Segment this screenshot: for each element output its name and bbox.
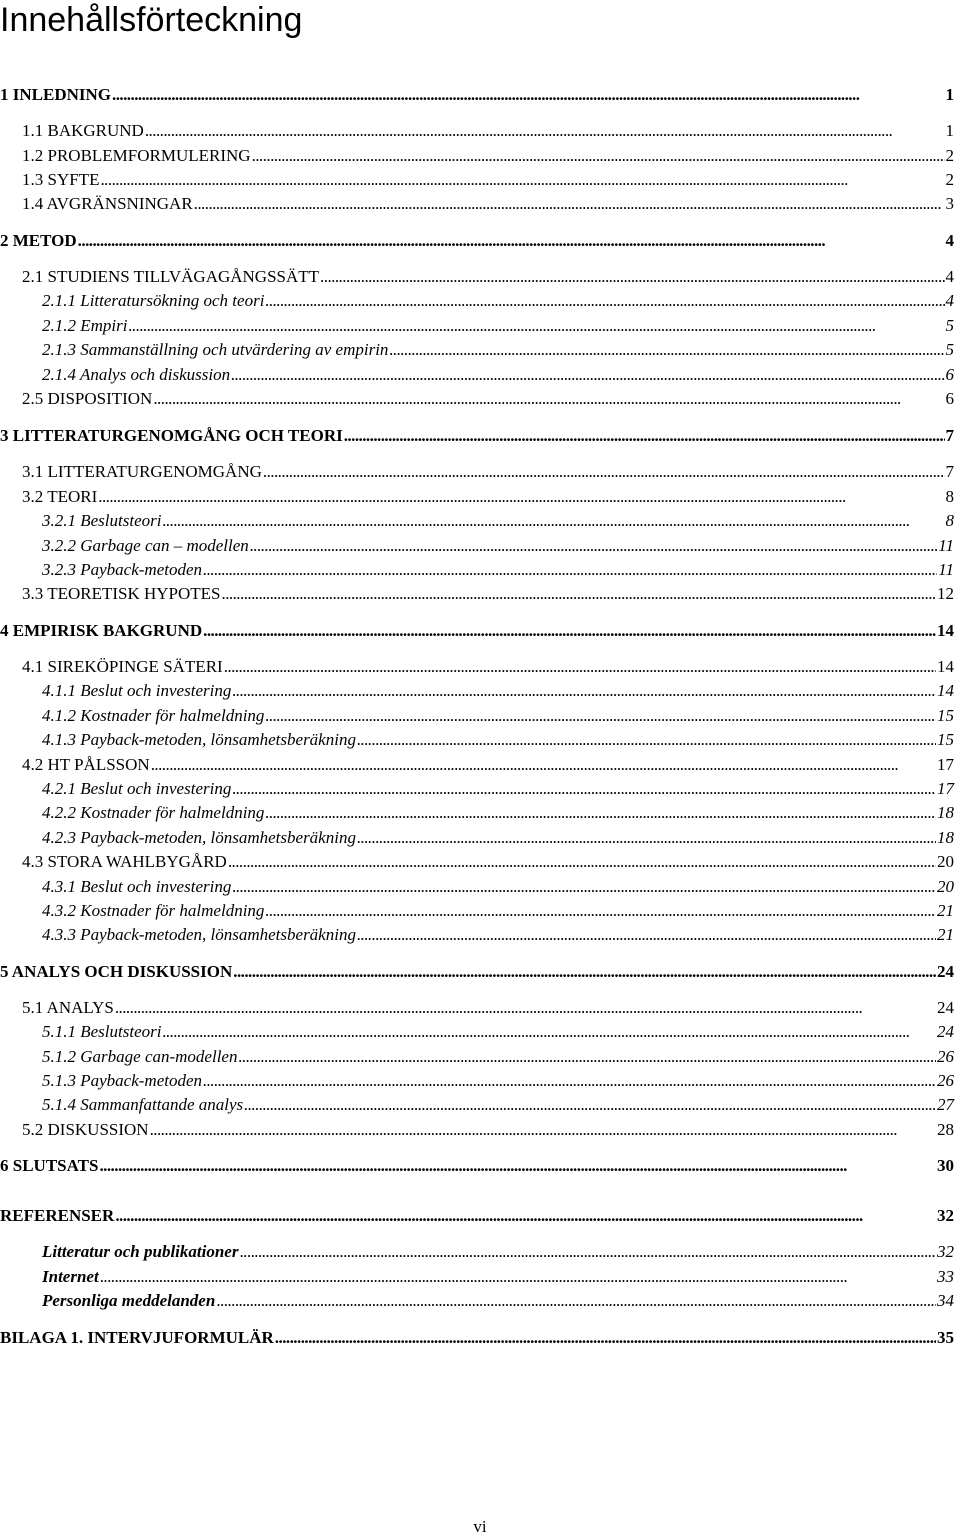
toc-page: 18 (937, 803, 954, 822)
toc-leader (115, 997, 936, 1019)
toc-page: 4 (945, 267, 954, 286)
toc-label: 1.2 PROBLEMFORMULERING (22, 146, 251, 165)
toc-page: 15 (937, 730, 954, 749)
toc-leader (216, 1290, 936, 1312)
toc-label: 2.1 STUDIENS TILLVÄGAGÅNGSSÄTT (22, 267, 320, 286)
toc-page: 11 (938, 536, 954, 555)
toc-entry-3-1[interactable] (22, 461, 954, 483)
toc-leader (233, 961, 936, 983)
toc-page: 21 (937, 901, 954, 920)
toc-page: 11 (938, 560, 954, 579)
toc-label: 4.2.3 Payback-metoden, lönsamhetsberäkning (42, 828, 356, 847)
toc-page: 4 (945, 231, 954, 250)
toc-page: 14 (937, 681, 954, 700)
toc-label: 4.3 STORA WAHLBYGÅRD (22, 852, 227, 871)
toc-entry-3-2-3[interactable] (42, 559, 954, 581)
toc-label: 5.1.1 Beslutsteori (42, 1022, 162, 1041)
toc-leader (128, 315, 944, 337)
toc-entry-4-1[interactable] (22, 656, 954, 678)
toc-label: 4.1 SIREKÖPINGE SÄTERI (22, 657, 223, 676)
toc-page: 21 (937, 925, 954, 944)
toc-leader (263, 461, 945, 483)
toc-label: 5.2 DISKUSSION (22, 1120, 149, 1139)
toc-label: 3.2 TEORI (22, 487, 98, 506)
toc-page: 17 (937, 755, 954, 774)
toc-leader (344, 425, 945, 447)
toc-page: 1 (945, 85, 954, 104)
toc-leader (265, 802, 936, 824)
toc-page: 28 (937, 1120, 954, 1139)
toc-label: 3.2.1 Beslutsteori (42, 511, 162, 530)
toc-page: 2 (945, 146, 954, 165)
toc-label: 5.1.2 Garbage can-modellen (42, 1047, 238, 1066)
toc-label: REFERENSER (0, 1206, 115, 1225)
toc-label: BILAGA 1. INTERVJUFORMULÄR (0, 1328, 274, 1347)
toc-entry-2-5[interactable] (22, 388, 954, 410)
toc-label: 2.1.1 Litteratursökning och teori (42, 291, 265, 310)
toc-entry-personliga[interactable] (42, 1290, 954, 1312)
toc-leader (162, 510, 944, 532)
toc-label: 1.1 BAKGRUND (22, 121, 144, 140)
toc-leader (232, 680, 936, 702)
toc-leader (203, 559, 937, 581)
toc-label: 3.2.2 Garbage can – modellen (42, 536, 249, 555)
toc-leader (232, 876, 936, 898)
toc-label: 4.2.2 Kostnader för halmeldning (42, 803, 265, 822)
toc-page: 4 (945, 291, 954, 310)
toc-entry-4-1-1[interactable] (42, 680, 954, 702)
toc-leader (250, 535, 937, 557)
toc-entry-1-2[interactable] (22, 145, 954, 167)
toc-page: 12 (937, 584, 954, 603)
toc-page: 17 (937, 779, 954, 798)
toc-label: 5.1.4 Sammanfattande analys (42, 1095, 244, 1114)
toc-page: 1 (945, 121, 954, 140)
toc-page: 8 (945, 511, 954, 530)
toc-entry-1-4[interactable] (22, 193, 954, 215)
toc-page: 3 (945, 194, 954, 213)
toc-leader (98, 486, 944, 508)
toc-entry-chapter-5[interactable] (0, 961, 954, 983)
toc-leader (357, 827, 936, 849)
toc-label: 6 SLUTSATS (0, 1156, 99, 1175)
toc-page: 27 (937, 1095, 954, 1114)
toc-label: 3.2.3 Payback-metoden (42, 560, 203, 579)
toc-page: 24 (937, 962, 954, 981)
toc-leader (151, 754, 936, 776)
toc-label: 4.1.1 Beslut och investering (42, 681, 232, 700)
toc-label: 2 METOD (0, 231, 77, 250)
toc-entry-4-2[interactable] (22, 754, 954, 776)
toc-entry-bilaga-1[interactable] (0, 1327, 954, 1349)
toc-entry-referenser[interactable] (0, 1205, 954, 1227)
toc-leader (265, 900, 936, 922)
toc-leader (320, 266, 944, 288)
toc-leader (389, 339, 944, 361)
toc-entry-4-2-2[interactable] (42, 802, 954, 824)
toc-entry-2-1-2[interactable] (42, 315, 954, 337)
toc-label: 4 EMPIRISK BAKGRUND (0, 621, 203, 640)
toc-page: 35 (937, 1328, 954, 1347)
toc-page: 20 (937, 852, 954, 871)
toc-entry-3-2-1[interactable] (42, 510, 954, 532)
toc-label: 5.1.3 Payback-metoden (42, 1071, 203, 1090)
toc-label: 3 LITTERATURGENOMGÅNG OCH TEORI (0, 426, 343, 445)
toc-entry-4-1-2[interactable] (42, 705, 954, 727)
toc-leader (153, 388, 944, 410)
toc-entry-4-3-3[interactable] (42, 924, 954, 946)
toc-entry-5-1-1[interactable] (42, 1021, 954, 1043)
toc-entry-2-1-4[interactable] (42, 364, 954, 386)
toc-leader (239, 1241, 936, 1263)
toc-page: 7 (945, 426, 954, 445)
toc-page: 24 (937, 998, 954, 1017)
toc-page: 18 (937, 828, 954, 847)
toc-label: 4.2.1 Beslut och investering (42, 779, 232, 798)
toc-leader (112, 84, 945, 106)
toc-leader (194, 193, 945, 215)
toc-entry-5-1-2[interactable] (42, 1046, 954, 1068)
toc-leader (115, 1205, 936, 1227)
toc-label: 1.3 SYFTE (22, 170, 100, 189)
toc-leader (162, 1021, 936, 1043)
toc-page: 30 (937, 1156, 954, 1175)
page-number: vi (473, 1517, 487, 1536)
toc-page: 6 (945, 389, 954, 408)
toc-leader (265, 290, 944, 312)
toc-entry-4-3-1[interactable] (42, 876, 954, 898)
toc-leader (203, 620, 936, 642)
toc-label: 1 INLEDNING (0, 85, 111, 104)
toc-leader (100, 1266, 936, 1288)
toc-label: Litteratur och publikationer (42, 1242, 239, 1261)
toc-label: 4.1.3 Payback-metoden, lönsamhetsberäkning (42, 730, 356, 749)
toc-leader (265, 705, 936, 727)
toc-page: 8 (945, 487, 954, 506)
toc-page: 32 (937, 1242, 954, 1261)
toc-leader (150, 1119, 936, 1141)
toc-page: 34 (937, 1291, 954, 1310)
toc-leader (244, 1094, 936, 1116)
toc-entry-4-1-3[interactable] (42, 729, 954, 751)
toc-entry-2-1-1[interactable] (42, 290, 954, 312)
toc-leader (222, 583, 937, 605)
toc-entry-3-3[interactable] (22, 583, 954, 605)
toc-leader (99, 1155, 936, 1177)
toc-leader (232, 778, 936, 800)
toc-entry-4-3-2[interactable] (42, 900, 954, 922)
toc-leader (100, 169, 944, 191)
toc-page: 7 (945, 462, 954, 481)
toc-page: 26 (937, 1047, 954, 1066)
toc-entry-2-1[interactable] (22, 266, 954, 288)
toc-leader (145, 120, 945, 142)
page-title: Innehållsförteckning (0, 1, 303, 39)
toc-page: 26 (937, 1071, 954, 1090)
toc-label: 1.4 AVGRÄNSNINGAR (22, 194, 193, 213)
toc-page: 15 (937, 706, 954, 725)
toc-label: 4.2 HT PÅLSSON (22, 755, 150, 774)
toc-leader (231, 364, 944, 386)
toc-page: 24 (937, 1022, 954, 1041)
toc-entry-chapter-2[interactable] (0, 230, 954, 252)
toc-entry-5-1-3[interactable] (42, 1070, 954, 1092)
toc-entry-chapter-4[interactable] (0, 620, 954, 642)
toc-label: 2.1.2 Empiri (42, 316, 128, 335)
toc-page: 33 (937, 1267, 954, 1286)
toc-leader (275, 1327, 936, 1349)
toc-entry-internet[interactable] (42, 1266, 954, 1288)
toc-label: 5.1 ANALYS (22, 998, 114, 1017)
toc-leader (224, 656, 936, 678)
toc-page: 6 (945, 365, 954, 384)
toc-entry-4-2-1[interactable] (42, 778, 954, 800)
toc-leader (252, 145, 945, 167)
toc-label: Internet (42, 1267, 99, 1286)
toc-leader (238, 1046, 936, 1068)
toc-page: 5 (945, 316, 954, 335)
toc-leader (78, 230, 945, 252)
toc-entry-3-2-2[interactable] (42, 535, 954, 557)
toc-label: 4.3.1 Beslut och investering (42, 877, 232, 896)
toc-page: 20 (937, 877, 954, 896)
toc-label: 2.1.3 Sammanställning och utvärdering av empirin (42, 340, 389, 359)
toc-entry-5-1[interactable] (22, 997, 954, 1019)
toc-page: 2 (945, 170, 954, 189)
toc-leader (228, 851, 936, 873)
toc-entry-litteratur[interactable] (42, 1241, 954, 1263)
toc-label: 2.1.4 Analys och diskussion (42, 365, 231, 384)
toc-leader (357, 729, 936, 751)
toc-label: 3.1 LITTERATURGENOMGÅNG (22, 462, 262, 481)
toc-entry-3-2[interactable] (22, 486, 954, 508)
toc-page: 14 (937, 657, 954, 676)
toc-label: Personliga meddelanden (42, 1291, 216, 1310)
toc-leader (357, 924, 936, 946)
toc-label: 5 ANALYS OCH DISKUSSION (0, 962, 233, 981)
toc-label: 3.3 TEORETISK HYPOTES (22, 584, 221, 603)
toc-entry-5-1-4[interactable] (42, 1094, 954, 1116)
toc-label: 2.5 DISPOSITION (22, 389, 153, 408)
toc-leader (203, 1070, 936, 1092)
toc-label: 4.1.2 Kostnader för halmeldning (42, 706, 265, 725)
toc-entry-4-3[interactable] (22, 851, 954, 873)
toc-label: 4.3.3 Payback-metoden, lönsamhetsberäkning (42, 925, 356, 944)
toc-entry-2-1-3[interactable] (42, 339, 954, 361)
toc-entry-chapter-1[interactable] (0, 84, 954, 106)
toc-page: 5 (945, 340, 954, 359)
toc-entry-chapter-3[interactable] (0, 425, 954, 447)
toc-entry-5-2[interactable] (22, 1119, 954, 1141)
toc-label: 4.3.2 Kostnader för halmeldning (42, 901, 265, 920)
toc-page: 32 (937, 1206, 954, 1225)
toc-entry-4-2-3[interactable] (42, 827, 954, 849)
toc-page: 14 (937, 621, 954, 640)
toc-entry-1-1[interactable] (22, 120, 954, 142)
toc-entry-chapter-6[interactable] (0, 1155, 954, 1177)
toc-entry-1-3[interactable] (22, 169, 954, 191)
